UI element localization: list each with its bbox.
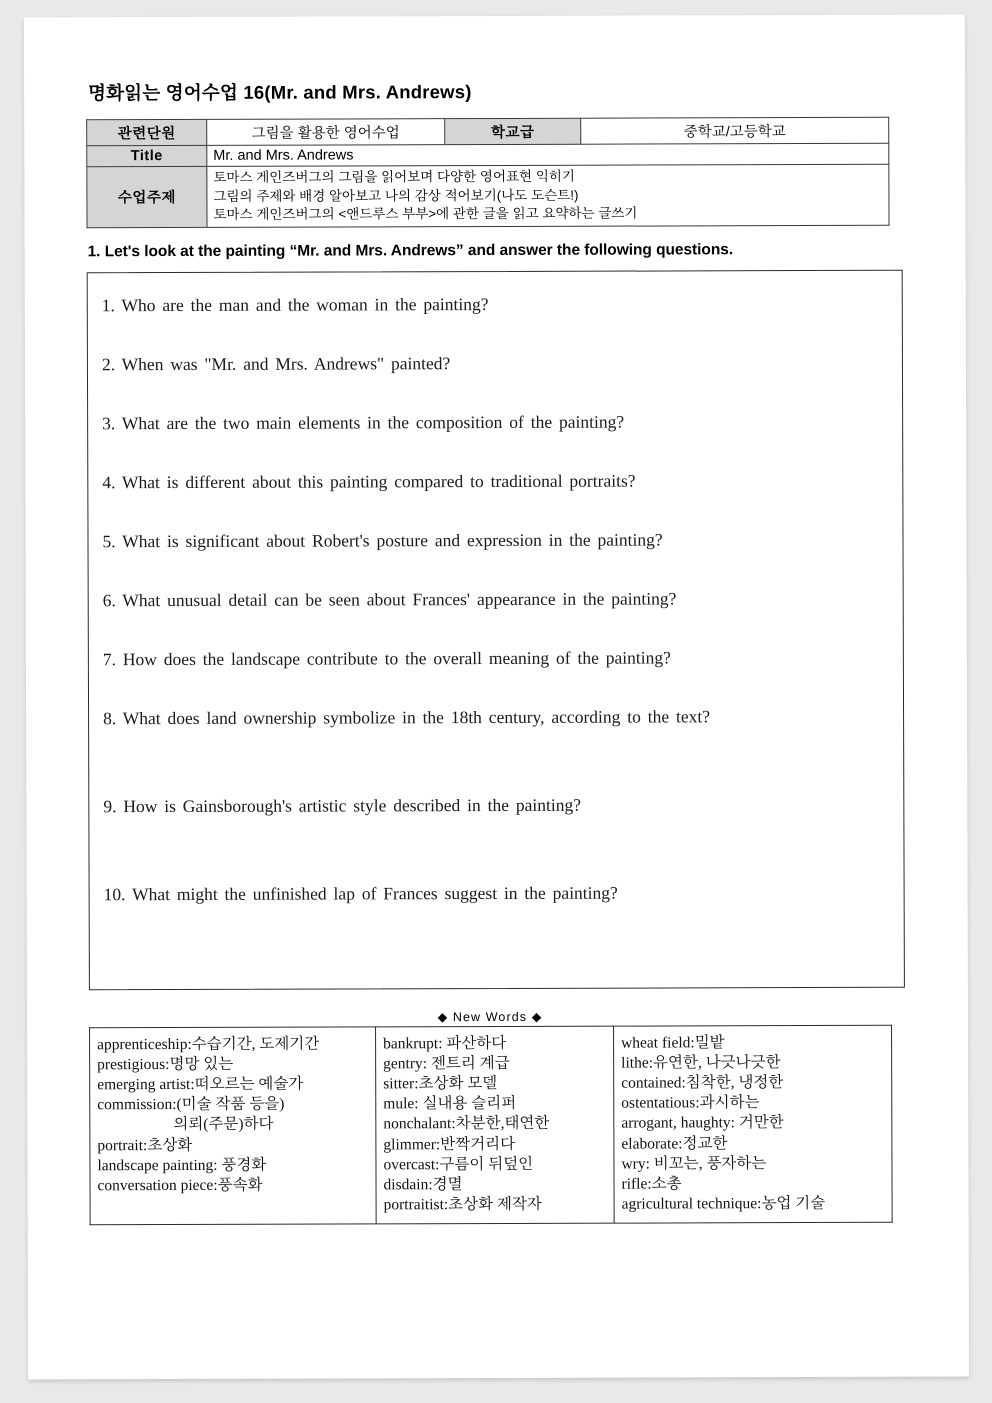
- questions-box: [87, 270, 905, 991]
- question-item: 10. What might the unfinished lap of Frances suggest in the painting?: [103, 882, 618, 905]
- question-item: 8. What does land ownership symbolize in the 18th century, according to the text?: [103, 706, 711, 729]
- page-title: 명화읽는 영어수업 16(Mr. and Mrs. Andrews): [88, 81, 472, 104]
- vocab-entry: apprenticeship:수습기간, 도제기간: [97, 1035, 320, 1054]
- vocab-entry: agricultural technique:농업 기술: [621, 1194, 826, 1213]
- question-item: 9. How is Gainsborough's artistic style described in the painting?: [103, 794, 582, 817]
- table-row: [87, 143, 889, 167]
- lesson-topic-line: 그림의 주제와 배경 알아보고 나의 감상 적어보기(나도 도슨트!): [213, 187, 579, 204]
- document-content: [86, 77, 900, 1226]
- vocab-entry: ostentatious:과시하는: [621, 1094, 760, 1112]
- vocab-entry: contained:침착한, 냉정한: [621, 1074, 784, 1092]
- school-level-value: 중학교/고등학교: [581, 117, 889, 144]
- vocab-entry: glimmer:반짝거리다: [383, 1135, 516, 1153]
- title-value: Mr. and Mrs. Andrews: [207, 143, 889, 166]
- lesson-topic-line: 토마스 게인즈버그의 <앤드루스 부부>에 관한 글을 읽고 요약하는 글쓰기: [213, 205, 638, 223]
- lesson-info-table: [86, 117, 889, 228]
- vocab-entry: commission:(미술 작품 등을): [97, 1095, 285, 1114]
- vocab-entry: nonchalant:차분한,태연한: [383, 1115, 550, 1133]
- vocab-column-2: [376, 1026, 615, 1224]
- vocab-entry: wheat field:밀밭: [621, 1034, 725, 1052]
- vocab-entry: rifle:소총: [621, 1175, 682, 1193]
- vocab-entry: gentry: 젠트리 계급: [383, 1054, 510, 1073]
- vocab-entry: prestigious:명망 있는: [97, 1055, 234, 1074]
- vocab-entry: portrait:초상화: [97, 1136, 193, 1154]
- vocab-entry: mule: 실내용 슬리퍼: [383, 1095, 517, 1113]
- vocab-entry: landscape painting: 풍경화: [97, 1156, 267, 1174]
- lesson-topic-line: 토마스 게인즈버그의 그림을 읽어보며 다양한 영어표현 익히기: [213, 168, 575, 185]
- question-item: 2. When was "Mr. and Mrs. Andrews" painted?: [101, 353, 451, 375]
- new-words-heading: ◆ New Words ◆: [437, 1009, 543, 1025]
- title-label: Title: [87, 145, 207, 166]
- school-level-label: 학교급: [445, 118, 581, 144]
- vocab-column-1: [90, 1027, 377, 1225]
- related-unit-label: 관련단원: [87, 119, 207, 145]
- question-item: 3. What are the two main elements in the composition of the painting?: [102, 411, 625, 434]
- instruction-text: 1. Let's look at the painting “Mr. and Mrs. Andrews” and answer the following questions.: [87, 241, 734, 261]
- vocab-entry: overcast:구름이 뒤덮인: [383, 1155, 534, 1174]
- vocab-entry: elaborate:정교한: [621, 1134, 728, 1153]
- vocab-entry: sitter:초상화 모델: [383, 1075, 498, 1093]
- table-row: [90, 1025, 893, 1225]
- vocab-entry: disdain:경멸: [383, 1175, 463, 1194]
- new-words-table: [89, 1025, 893, 1226]
- vocab-entry: arrogant, haughty: 거만한: [621, 1114, 784, 1133]
- question-item: 4. What is different about this painting compared to traditional portraits?: [102, 470, 636, 493]
- vocab-entry: conversation piece:풍속화: [97, 1176, 263, 1195]
- question-item: 7. How does the landscape contribute to the overall meaning of the painting?: [102, 647, 671, 670]
- vocab-entry: portraitist:초상화 제작자: [383, 1195, 542, 1214]
- vocab-column-3: [614, 1025, 893, 1223]
- vocab-entry: lithe:유연한, 나긋나긋한: [621, 1054, 781, 1072]
- lesson-topic-label: 수업주제: [87, 166, 207, 227]
- vocab-entry: bankrupt: 파산하다: [383, 1034, 507, 1053]
- vocab-entry-continuation: 의뢰(주문)하다: [173, 1116, 274, 1134]
- question-item: 1. Who are the man and the woman in the painting?: [101, 293, 489, 316]
- vocab-entry: emerging artist:떠오르는 예술가: [97, 1075, 304, 1094]
- question-item: 6. What unusual detail can be seen about Frances' appearance in the painting?: [102, 588, 677, 611]
- table-row: [87, 164, 889, 227]
- lesson-topic-value: [207, 164, 889, 227]
- table-row: [87, 117, 889, 146]
- question-item: 5. What is significant about Robert's posture and expression in the painting?: [102, 529, 663, 552]
- document-sheet: [24, 15, 969, 1380]
- related-unit-value: 그림을 활용한 영어수업: [207, 119, 445, 146]
- vocab-entry: wry: 비꼬는, 풍자하는: [621, 1154, 767, 1173]
